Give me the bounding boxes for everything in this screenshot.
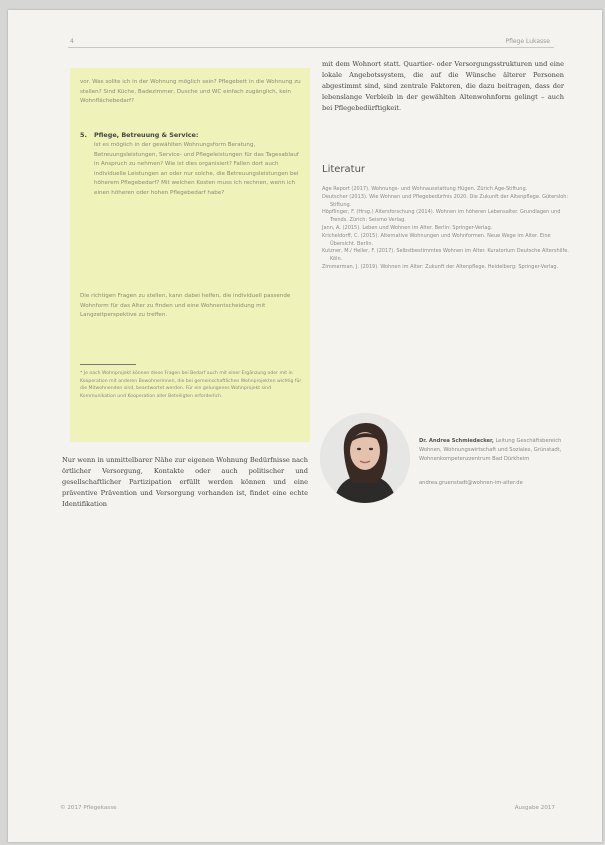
- header-rule: [68, 47, 554, 48]
- body-text-left: Nur wenn in unmittelbarer Nähe zur eigenen Wohnung Bedürfnisse nach örtlicher Versorgung, Kontakte oder auch politischer und gesellschaftlicher Partizipation erfüllt werden können und eine präventive Prävention und Versorgung vorhanden ist, findet eine echte Identifikation: [62, 456, 308, 508]
- running-header: [8, 38, 602, 48]
- footer-right: Ausgabe 2017: [514, 805, 555, 811]
- reference-list: [322, 186, 572, 272]
- reference-item: Kutzner, M./ Heller, F. (2017). Selbstbestimmtes Wohnen im Alter. Kuratorium Deutsche Altershilfe. Köln.: [322, 248, 569, 263]
- author-photo: [320, 413, 410, 503]
- author-name: Dr. Andrea Schmiedecker,: [419, 438, 494, 444]
- question-heading: Pflege, Betreuung & Service:: [94, 131, 199, 139]
- reference-item: Zimmerman, J. (2019). Wohnen im Alter: Zukunft der Altenpflege. Heidelberg: Springer-Verlag.: [322, 263, 559, 270]
- author-bio: [419, 437, 569, 463]
- box-intro: vor. Was sollte ich in der Wohnung möglich sein? Pflegebett in die Wohnung zu stellen? Sind Küche, Badezimmer, Dusche und WC einfach zugänglich, kein Wohnflächebedarf?: [80, 79, 301, 105]
- reference-item: Höpflinger, F. (Hrsg.) Altersforschung (2014). Wohnen im höheren Lebensalter. Grundlagen und Trends. Zürich: Seismo Verlag.: [322, 209, 561, 224]
- reference-item: Kricheldorff, C. (2015). Alternative Wohnungen und Wohnformen. Neue Wege im Alter. Eine Übersicht. Berlin.: [322, 232, 551, 247]
- footnote-rule: [80, 364, 136, 365]
- footer-left: © 2017 Pflegekasse: [60, 805, 117, 811]
- author-description: Leitung Geschäftsbereich Wohnen, Wohnungswirtschaft und Soziales, Grünstadt, Wohnenkompetenzzentrum Bad Dürkheim: [419, 438, 562, 462]
- page-number: 4: [70, 38, 74, 45]
- body-text-right: mit dem Wohnort statt. Quartier- oder Versorgungsstrukturen und eine lokale Angebotssystem, die auf die Wünsche älterer Personen abgestimmt sind, sind zentrale Faktoren, die dazu beitragen, dass der lebenslange Verbleib in der gewählten Altenwohnform gelingt – auch bei Pflegebedürftigkeit.: [322, 60, 564, 112]
- literature-heading: Literatur: [322, 164, 366, 175]
- question-number: 5.: [80, 131, 87, 139]
- portrait-image: [320, 413, 410, 503]
- footnote: * Je nach Wohnprojekt können diese Fragen bei Bedarf auch mit einer Ergänzung oder mit in Kooperation mit anderen Bewohnerinnen, die bei gemeinschaftlichen Wohnprojekten wichtig für die Mitwohnenden sind, beantwortet werden. Für ein gelungenes Wohnprojekt sind Kommunikation und Kooperation aller Beteiligten erforderlich.: [80, 371, 302, 399]
- reference-item: Age Report (2017). Wohnungs- und Wohnausstattung Hügen. Zürich Age-Stiftung.: [322, 186, 528, 192]
- box-closing: Die richtigen Fragen zu stellen, kann dabei helfen, die individuell passende Wohnform für das Alter zu finden und eine Wohnentscheidung mit Langzeitperspektive zu treffen.: [80, 293, 291, 319]
- checklist-box: [70, 68, 310, 442]
- reference-item: Deutscher (2013). Wie Wohnen und Pflegebedürfnis 2020. Die Zukunft der Altenpflege. Gütersloh: Stiftung.: [322, 193, 569, 208]
- section-title: Pflege Lukasse: [505, 38, 550, 45]
- question-text: Ist es möglich in der gewählten Wohnungsform Beratung, Betreuungsleistungen, Service- und Pflegeleistungen für das Tagesablauf in Anspruch zu nehmen? Wie ist dies organisiert? Fallen dort auch individuelle Leistungen an oder nur solche, die Betreuungsleistungen bei höherem Pflegebedarf? Mit welchen Kosten muss ich rechnen, wenn ich einen höheren oder hohen Pflegebedarf habe?: [94, 142, 299, 196]
- author-contact[interactable]: andrea.gruenstadt@wohnen-im-alter.de: [419, 480, 523, 486]
- reference-item: Jann, A. (2015). Leben und Wohnen im Alter. Berlin: Springer-Verlag.: [322, 224, 493, 231]
